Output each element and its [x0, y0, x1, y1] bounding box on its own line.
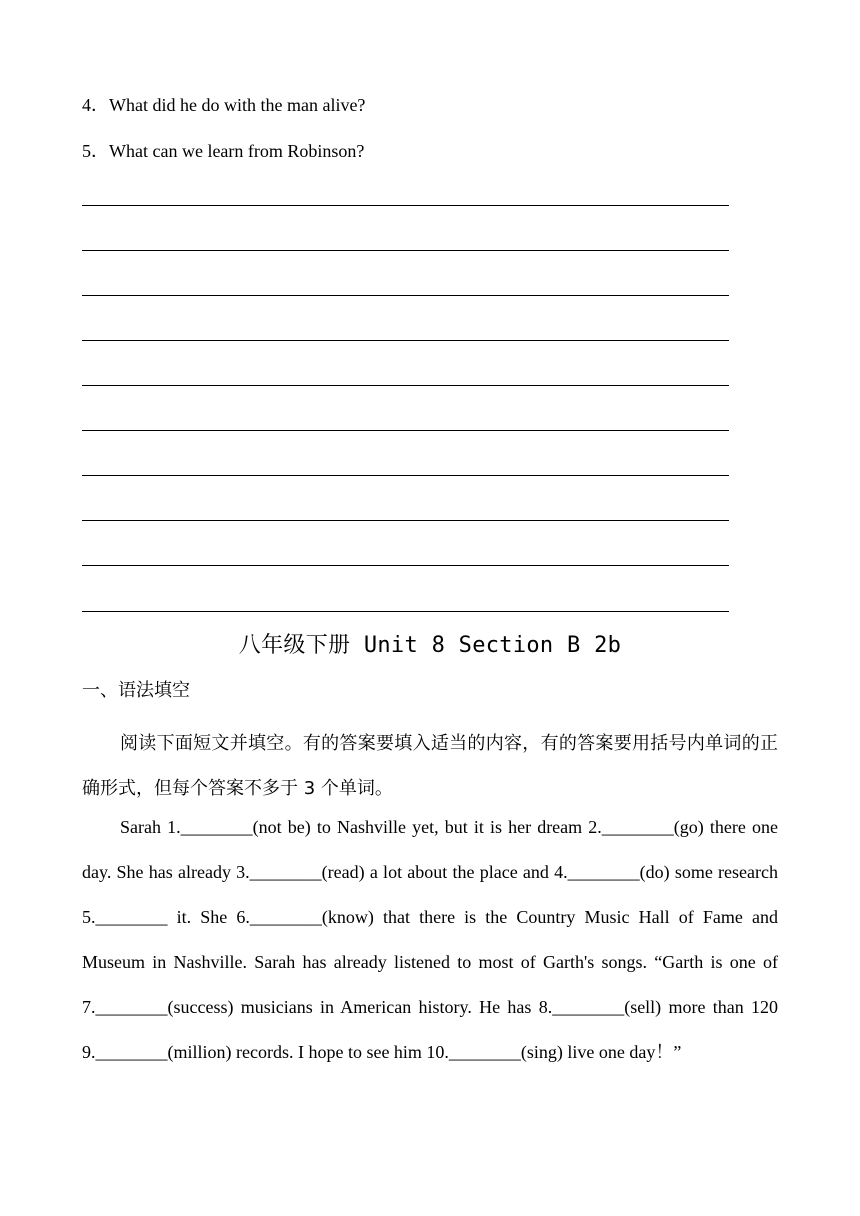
cloze-passage: Sarah 1.________(not be) to Nashville yet, but it is her dream 2.________(go) there one day. She has already 3.________(read) a lot about the place and 4.________(do) some research 5.________ it. She 6.________(know) that there is the Country Music Hall of Fame and Museum in Nashville. Sarah has already listened to most of Garth's songs. “Garth is one of 7.________(success) musicians in American history. He has 8.________(sell) more than 120 9.________(million) records. I hope to see him 10.________(sing) live one day！” [82, 817, 778, 1062]
answer-line [82, 520, 729, 521]
answer-line [82, 565, 729, 566]
answer-line [82, 295, 729, 296]
answer-line [82, 385, 729, 386]
answer-line [82, 340, 729, 341]
answer-line [82, 611, 729, 612]
question-4: 4．What did he do with the man alive? [82, 95, 366, 115]
question-5: 5．What can we learn from Robinson? [82, 141, 365, 161]
instructions: 阅读下面短文并填空。有的答案要填入适当的内容，有的答案要用括号内单词的正确形式，但每个答案不多于 3 个单词。 [82, 733, 778, 799]
section-heading: 一、语法填空 [82, 680, 190, 701]
page-title: 八年级下册 Unit 8 Section B 2b [238, 633, 622, 658]
answer-line [82, 430, 729, 431]
answer-line [82, 475, 729, 476]
answer-line [82, 205, 729, 206]
answer-line [82, 250, 729, 251]
